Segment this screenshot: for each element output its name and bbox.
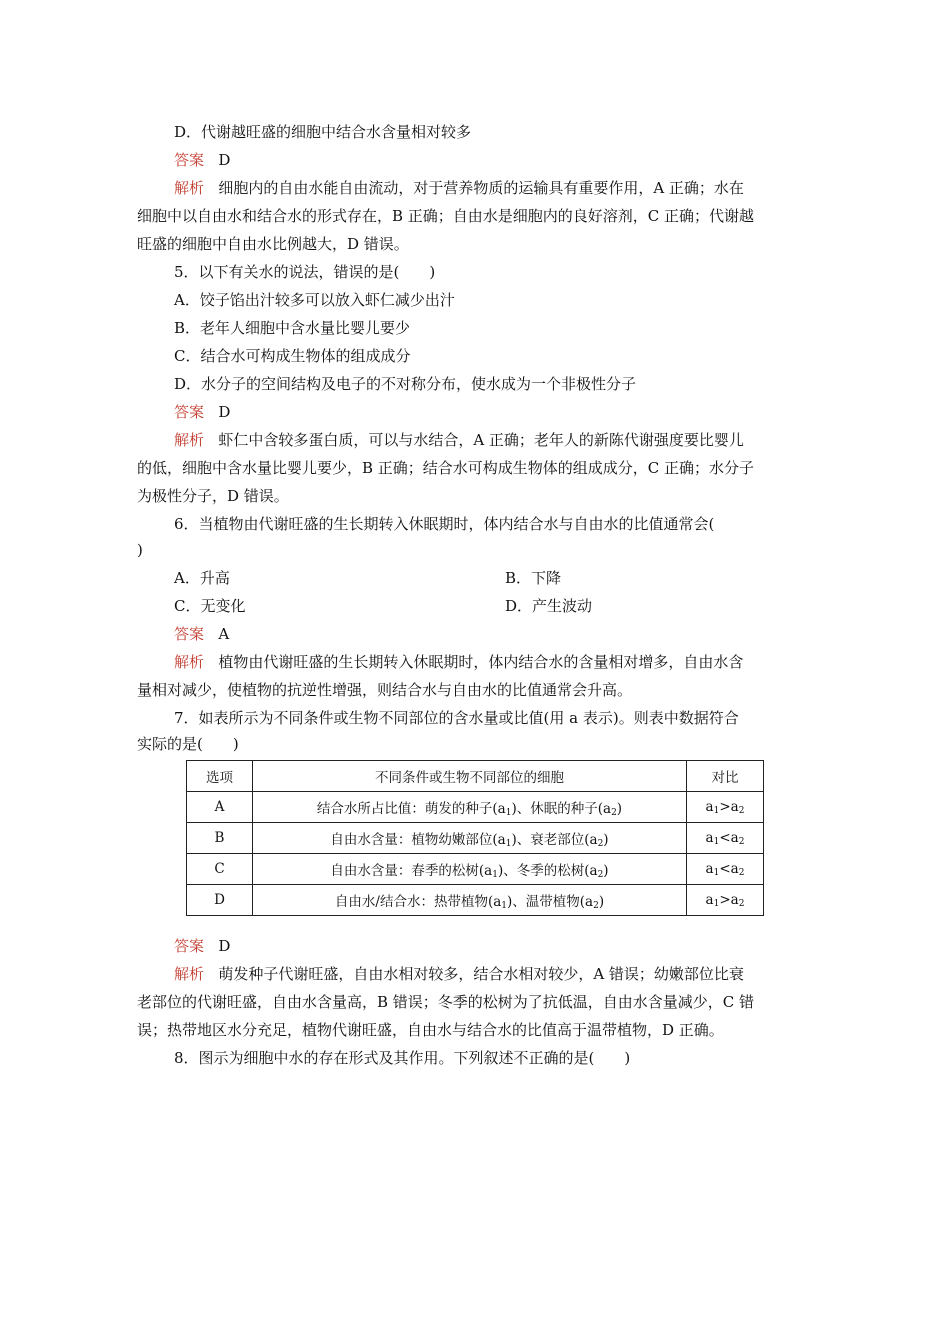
header-compare: 对比 bbox=[687, 761, 764, 792]
analysis-label: 解析 bbox=[174, 965, 205, 983]
q5-option-c: C．结合水可构成生物体的组成成分 bbox=[174, 347, 411, 365]
q6-analysis-line1 bbox=[174, 652, 743, 672]
q6-option-c: C．无变化 bbox=[174, 597, 246, 615]
row-compare: $a_1<a_2$ bbox=[687, 854, 764, 885]
header-option: 选项 bbox=[187, 761, 253, 792]
q7-analysis-line3: 误；热带地区水分充足，植物代谢旺盛，自由水与结合水的比值高于温带植物，D 正确。 bbox=[137, 1021, 724, 1039]
q5-analysis-line2: 的低，细胞中含水量比婴儿要少，B 正确；结合水可构成生物体的组成成分，C 正确；水分子 bbox=[137, 459, 755, 477]
table-row bbox=[187, 792, 764, 823]
row-option: D bbox=[187, 885, 253, 916]
table-row bbox=[187, 885, 764, 916]
q6-option-b: B．下降 bbox=[505, 569, 562, 587]
analysis-text: 细胞内的自由水能自由流动，对于营养物质的运输具有重要作用，A 正确；水在 bbox=[218, 179, 744, 197]
q7-stem-line1: 7．如表所示为不同条件或生物不同部位的含水量或比值(用 a 表示)。则表中数据符合 bbox=[174, 709, 739, 727]
answer-value: D bbox=[218, 151, 231, 169]
row-option: C bbox=[187, 854, 253, 885]
answer-value: D bbox=[218, 403, 231, 421]
comparison-table bbox=[186, 760, 764, 916]
q4-analysis-line2: 细胞中以自由水和结合水的形式存在，B 正确；自由水是细胞内的良好溶剂，C 正确；代谢越 bbox=[137, 207, 755, 225]
q7-stem-line2: 实际的是( ) bbox=[137, 735, 239, 753]
analysis-text: 植物由代谢旺盛的生长期转入休眠期时，体内结合水的含量相对增多，自由水含 bbox=[218, 653, 744, 671]
q6-answer bbox=[174, 624, 229, 644]
row-description: 自由水含量：春季的松树$(a_1)$、冬季的松树$(a_2)$ bbox=[253, 854, 687, 885]
row-option: A bbox=[187, 792, 253, 823]
row-compare: $a_1<a_2$ bbox=[687, 823, 764, 854]
q5-analysis-line1 bbox=[174, 430, 744, 450]
q4-analysis-line1 bbox=[174, 178, 744, 198]
analysis-text: 萌发种子代谢旺盛，自由水相对较多，结合水相对较少，A 错误；幼嫩部位比衰 bbox=[218, 965, 744, 983]
analysis-text: 虾仁中含较多蛋白质，可以与水结合，A 正确；老年人的新陈代谢强度要比婴儿 bbox=[218, 431, 744, 449]
answer-value: A bbox=[218, 625, 230, 643]
q5-analysis-line3: 为极性分子，D 错误。 bbox=[137, 487, 289, 505]
q6-stem-line1: 6．当植物由代谢旺盛的生长期转入休眠期时，体内结合水与自由水的比值通常会( bbox=[174, 515, 715, 533]
q5-stem: 5．以下有关水的说法，错误的是( ) bbox=[174, 263, 436, 281]
q4-option-d: D．代谢越旺盛的细胞中结合水含量相对较多 bbox=[174, 123, 472, 141]
header-cells: 不同条件或生物不同部位的细胞 bbox=[253, 761, 687, 792]
answer-label: 答案 bbox=[174, 625, 205, 643]
analysis-label: 解析 bbox=[174, 179, 205, 197]
q6-option-a: A．升高 bbox=[174, 569, 230, 587]
row-compare: $a_1>a_2$ bbox=[687, 792, 764, 823]
answer-value: D bbox=[218, 937, 231, 955]
q5-option-d: D．水分子的空间结构及电子的不对称分布，使水成为一个非极性分子 bbox=[174, 375, 637, 393]
row-option: B bbox=[187, 823, 253, 854]
row-description: 自由水含量：植物幼嫩部位$(a_1)$、衰老部位$(a_2)$ bbox=[253, 823, 687, 854]
q7-analysis-line2: 老部位的代谢旺盛，自由水含量高，B 错误；冬季的松树为了抗低温，自由水含量减少，C 错 bbox=[137, 993, 755, 1011]
table-header-row bbox=[187, 761, 764, 792]
q7-answer bbox=[174, 936, 230, 956]
q5-answer bbox=[174, 402, 230, 422]
table-row bbox=[187, 854, 764, 885]
q6-analysis-line2: 量相对减少，使植物的抗逆性增强，则结合水与自由水的比值通常会升高。 bbox=[137, 681, 633, 699]
q4-answer bbox=[174, 150, 230, 170]
answer-label: 答案 bbox=[174, 151, 205, 169]
q5-option-b: B．老年人细胞中含水量比婴儿要少 bbox=[174, 319, 411, 337]
table-row bbox=[187, 823, 764, 854]
q4-analysis-line3: 旺盛的细胞中自由水比例越大，D 错误。 bbox=[137, 235, 409, 253]
q7-analysis-line1 bbox=[174, 964, 744, 984]
answer-label: 答案 bbox=[174, 937, 205, 955]
analysis-label: 解析 bbox=[174, 653, 205, 671]
answer-label: 答案 bbox=[174, 403, 205, 421]
q5-option-a: A．饺子馅出汁较多可以放入虾仁减少出汁 bbox=[174, 291, 455, 309]
row-compare: $a_1>a_2$ bbox=[687, 885, 764, 916]
q6-option-d: D．产生波动 bbox=[505, 597, 593, 615]
q8-stem: 8．图示为细胞中水的存在形式及其作用。下列叙述不正确的是( ) bbox=[174, 1049, 631, 1067]
analysis-label: 解析 bbox=[174, 431, 205, 449]
row-description: 结合水所占比值：萌发的种子$(a_1)$、休眠的种子$(a_2)$ bbox=[253, 792, 687, 823]
q6-stem-line2: ) bbox=[137, 541, 143, 559]
row-description: 自由水/结合水：热带植物$(a_1)$、温带植物$(a_2)$ bbox=[253, 885, 687, 916]
